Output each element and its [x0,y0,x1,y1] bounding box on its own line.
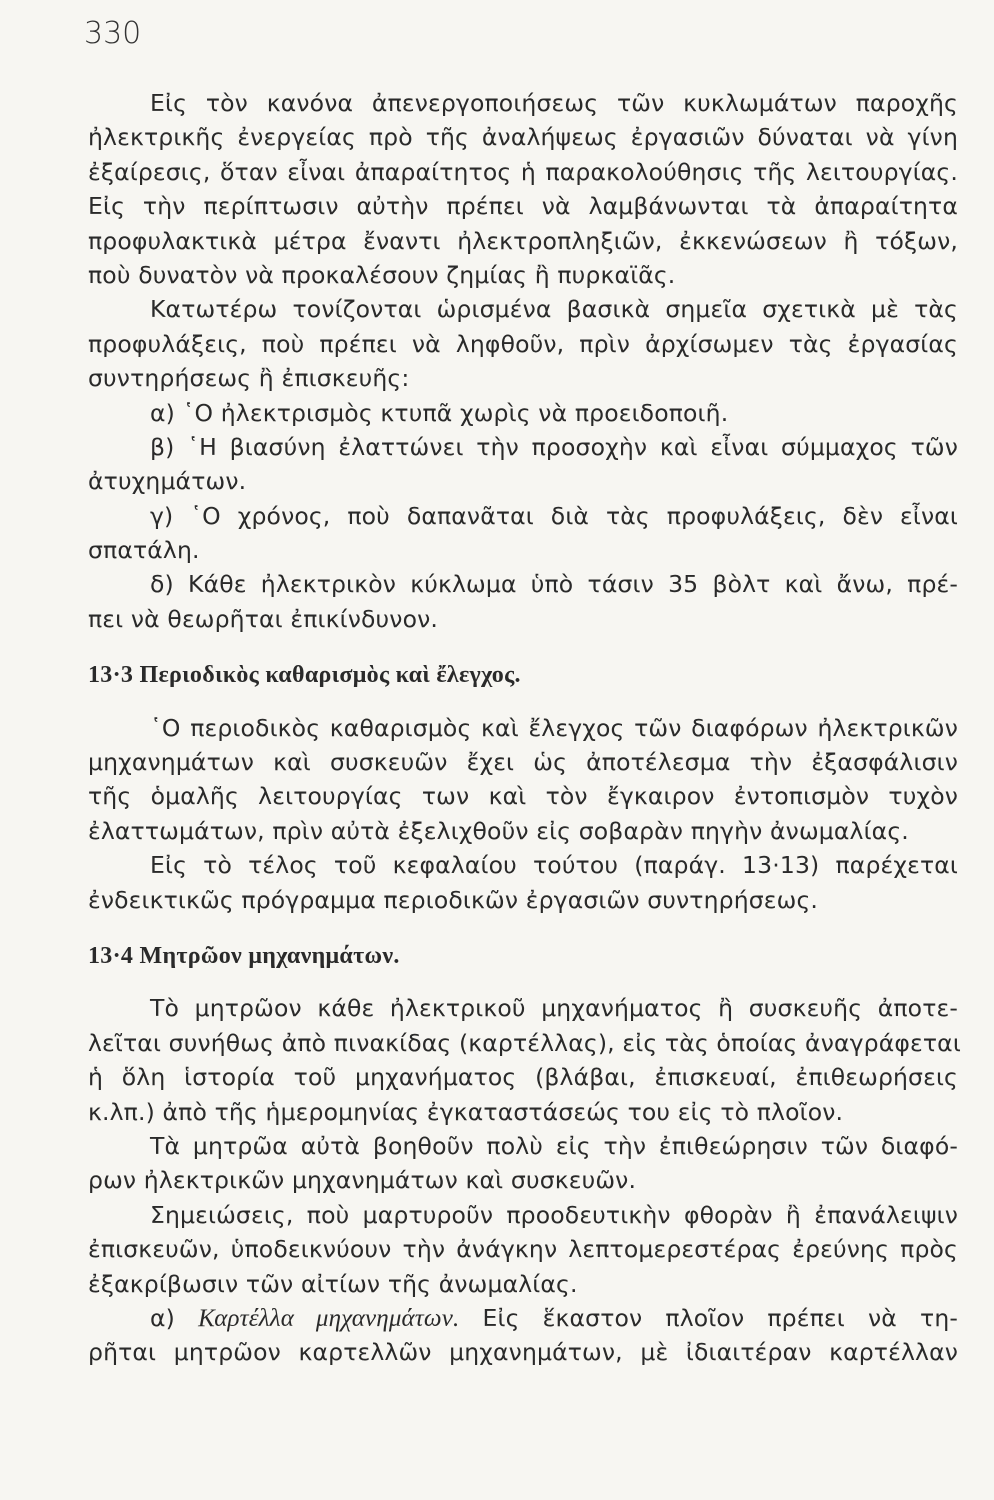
precaution-item-a: α) ῾Ο ἠλεκτρισμὸς κτυπᾶ χωρὶς νὰ προειδοποιῆ. [150,398,729,427]
precaution-list [88,396,958,637]
precaution-item-b: β) ῾Η βιασύνη ἐλαττώνει τὴν προσοχὴν καὶ εἶναι σύμμαχος τῶν [150,432,958,461]
item-title: Καρτέλλα μηχανημάτων. [198,1304,460,1332]
section-heading: 13·3 Περιοδικὸς καθαρισμὸς καὶ ἔλεγχος. [88,662,521,689]
text-line: Κατωτέρω τονίζονται ὡρισμένα βασικὰ σημεῖα σχετικὰ μὲ τὰς [150,295,958,324]
text-line: ἐξαίρεσις, ὅταν εἶναι ἀπαραίτητος ἡ παρακολούθησις τῆς λειτουργίας. [88,157,958,186]
text-line: Σημειώσεις, ποὺ μαρτυροῦν προοδευτικὴν φθορὰν ἢ ἐπανάλειψιν [150,1200,958,1229]
text-line: ἀτυχημάτων. [88,467,247,496]
text-line: Εἰς τὸν κανόνα ἀπενεργοποιήσεως τῶν κυκλωμάτων παροχῆς [150,89,958,117]
page-body [88,86,961,1370]
text-line: λεῖται συνήθως ἀπὸ πινακίδας (καρτέλλας), εἰς τὰς ὁποίας ἀναγράφεται [88,1028,961,1057]
text-line: Τὸ μητρῶον κάθε ἠλεκτρικοῦ μηχανήματος ἢ συσκευῆς ἀποτε- [150,994,958,1023]
text-line: ἡ ὅλη ἱστορία τοῦ μηχανήματος (βλάβαι, ἐπισκευαί, ἐπιθεωρήσεις [88,1063,958,1092]
section-heading: 13·4 Μητρῶον μηχανημάτων. [88,942,400,969]
intro-paragraph [88,86,958,292]
text-line: συντηρήσεως ἢ ἐπισκευῆς: [88,364,410,393]
text-line: μηχανημάτων καὶ συσκευῶν ἔχει ὡς ἀποτέλεσμα τὴν ἐξασφάλισιν [88,748,958,777]
page-number: 330 [84,16,142,51]
text-line: ῾Ο περιοδικὸς καθαρισμὸς καὶ ἔλεγχος τῶν διαφόρων ἠλεκτρικῶν [150,713,958,742]
text-line: ἐξακρίβωσιν τῶν αἰτίων τῆς ἀνωμαλίας. [88,1269,578,1298]
text-line: Εἰς τὴν περίπτωσιν αὐτὴν πρέπει νὰ λαμβάνωνται τὰ ἀπαραίτητα [88,192,958,221]
text-line: πει νὰ θεωρῆται ἐπικίνδυνον. [88,604,438,633]
spacer [88,973,958,991]
text-line: σπατάλη. [88,536,200,565]
text-line: ἐνδεικτικῶς πρόγραμμα περιοδικῶν ἐργασιῶν συντηρήσεως. [88,885,819,914]
text-line: προφυλακτικὰ μέτρα ἔναντι ἠλεκτροπληξιῶν, ἐκκενώσεων ἢ τόξων, [88,226,958,255]
text-line: Τὰ μητρῶα αὐτὰ βοηθοῦν πολὺ εἰς τὴν ἐπιθεώρησιν τῶν διαφό- [150,1131,958,1160]
text-line: ἠλεκτρικῆς ἐνεργείας πρὸ τῆς ἀναλήψεως ἐργασιῶν δύναται νὰ γίνη [88,123,958,152]
item-label: α) [150,1303,199,1332]
item-text: Εἰς ἕκαστον πλοῖον πρέπει νὰ τη- [459,1303,958,1332]
precautions-paragraph [88,292,958,395]
text-line: κ.λπ.) ἀπὸ τῆς ἡμερομηνίας ἐγκαταστάσεώς του εἰς τὸ πλοῖον. [88,1097,844,1126]
text-line: ἐπισκευῶν, ὑποδεικνύουν τὴν ἀνάγκην λεπτομερεστέρας ἐρεύνης πρὸς [88,1235,958,1264]
text-line: τῆς ὁμαλῆς λειτουργίας των καὶ τὸν ἔγκαιρον ἐντοπισμὸν τυχὸν [88,782,958,811]
precaution-item-c: γ) ῾Ο χρόνος, ποὺ δαπανᾶται διὰ τὰς προφυλάξεις, δὲν εἶναι [150,501,958,530]
text-line: Εἰς τὸ τέλος τοῦ κεφαλαίου τούτου (παράγ. 13·13) παρέχεται [150,851,958,880]
text-line: ρῆται μητρῶον καρτελλῶν μηχανημάτων, μὲ ἰδιαιτέραν καρτέλλαν [88,1338,958,1367]
section-13-3 [88,658,958,917]
text-line: ἐλαττωμάτων, πρὶν αὐτὰ ἐξελιχθοῦν εἰς σοβαρὰν πηγὴν ἀνωμαλίας. [88,816,909,845]
record-card-item [88,1301,958,1335]
text-line: ποὺ δυνατὸν νὰ προκαλέσουν ζημίας ἢ πυρκαϊᾶς. [88,260,676,289]
spacer [88,693,958,711]
spacer [88,917,958,939]
spacer [88,636,958,658]
section-13-4 [88,939,961,1370]
precaution-item-d: δ) Κάθε ἠλεκτρικὸν κύκλωμα ὑπὸ τάσιν 35 βὸλτ καὶ ἄνω, πρέ- [150,570,958,599]
text-line: προφυλάξεις, ποὺ πρέπει νὰ ληφθοῦν, πρὶν ἀρχίσωμεν τὰς ἐργασίας [88,329,958,358]
text-line: ρων ἠλεκτρικῶν μηχανημάτων καὶ συσκευῶν. [88,1166,637,1195]
